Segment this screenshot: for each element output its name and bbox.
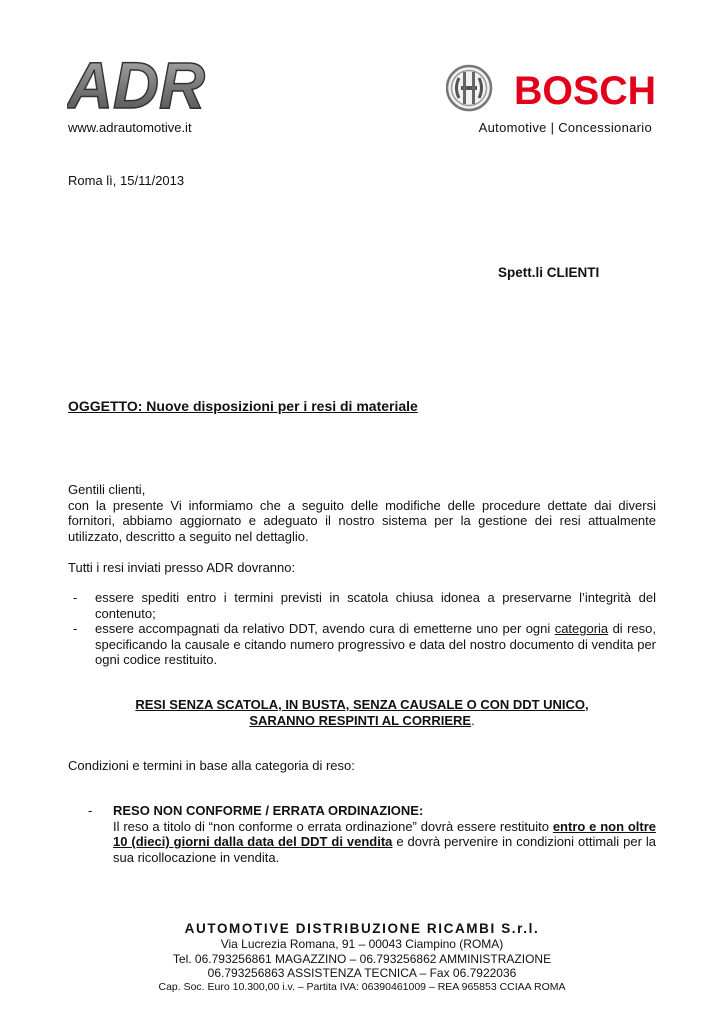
footer: [68, 920, 656, 994]
warning-line-1: RESI SENZA SCATOLA, IN BUSTA, SENZA CAUSALE O CON DDT UNICO,: [135, 697, 589, 712]
requirement-text: essere spediti entro i termini previsti in scatola chiusa idonea a preservarne l’integrità del contenuto;: [95, 590, 656, 621]
requirement-underlined-word: categoria: [554, 621, 609, 636]
letter-date: Roma lì, 15/11/2013: [68, 173, 185, 188]
footer-address: Via Lucrezia Romana, 91 – 00043 Ciampino (ROMA): [220, 937, 504, 951]
requirement-text-before: essere accompagnati da relativo DDT, avendo cura di emetterne uno per ogni: [95, 621, 555, 636]
letter-subject: OGGETTO: Nuove disposizioni per i resi di materiale: [68, 398, 418, 414]
bosch-logo: [446, 60, 658, 116]
greeting: Gentili clienti,: [68, 482, 146, 497]
requirements-intro: Tutti i resi inviati presso ADR dovranno:: [68, 560, 296, 575]
bosch-logo-text: BOSCH: [514, 69, 656, 113]
intro-paragraph: con la presente Vi informiamo che a seguito delle modifiche delle procedure dettate dai diversi fornitori, abbiamo aggiornato e adeguato il nostro sistema per la gestione dei resi attualmente utilizzato, descritto a seguito nel dettaglio.: [68, 497, 656, 544]
list-dash: -: [73, 621, 78, 636]
condition-emphasis: entro e non oltre 10 (dieci) giorni dalla data del DDT di vendita: [113, 818, 656, 849]
company-tagline: Automotive | Concessionario: [478, 120, 652, 135]
condition-title: RESO NON CONFORME / ERRATA ORDINAZIONE:: [113, 803, 424, 818]
bosch-armature-icon: [447, 66, 491, 110]
adr-logo: [67, 56, 207, 113]
footer-company: AUTOMOTIVE DISTRIBUZIONE RICAMBI S.r.l.: [184, 921, 540, 936]
recipient: Spett.li CLIENTI: [498, 265, 600, 280]
requirement-text-after: di reso, specificando la causale e citando numero progressivo e data del nostro documento di vendita per ogni codice restituito.: [95, 621, 656, 667]
requirement-item: [68, 621, 656, 668]
requirement-item: [68, 590, 656, 621]
list-dash: -: [88, 803, 93, 818]
warning-notice: [68, 697, 656, 728]
condition-text-before: Il reso a titolo di “non conforme o errata ordinazione” dovrà essere restituito: [113, 818, 553, 834]
warning-period: .: [471, 712, 475, 728]
footer-phones-1: Tel. 06.793256861 MAGAZZINO – 06.793256862 AMMINISTRAZIONE: [172, 951, 552, 966]
condition-item: [88, 803, 656, 865]
condition-text-after: e dovrà pervenire in condizioni ottimali per la sua ricollocazione in vendita.: [113, 834, 656, 865]
body-text: [68, 482, 656, 544]
conditions-intro: Condizioni e termini in base alla categoria di reso:: [68, 758, 355, 773]
footer-legal: Cap. Soc. Euro 10.300,00 i.v. – Partita IVA: 06390461009 – REA 965853 CCIAA ROMA: [158, 980, 566, 993]
website-link[interactable]: www.adrautomotive.it: [68, 120, 192, 135]
list-dash: -: [73, 590, 78, 605]
footer-phones-2: 06.793256863 ASSISTENZA TECNICA – Fax 06.7922036: [207, 966, 517, 980]
requirements-list: [68, 590, 656, 668]
warning-line-2: SARANNO RESPINTI AL CORRIERE: [249, 712, 472, 728]
adr-logo-text: ADR: [67, 56, 206, 113]
